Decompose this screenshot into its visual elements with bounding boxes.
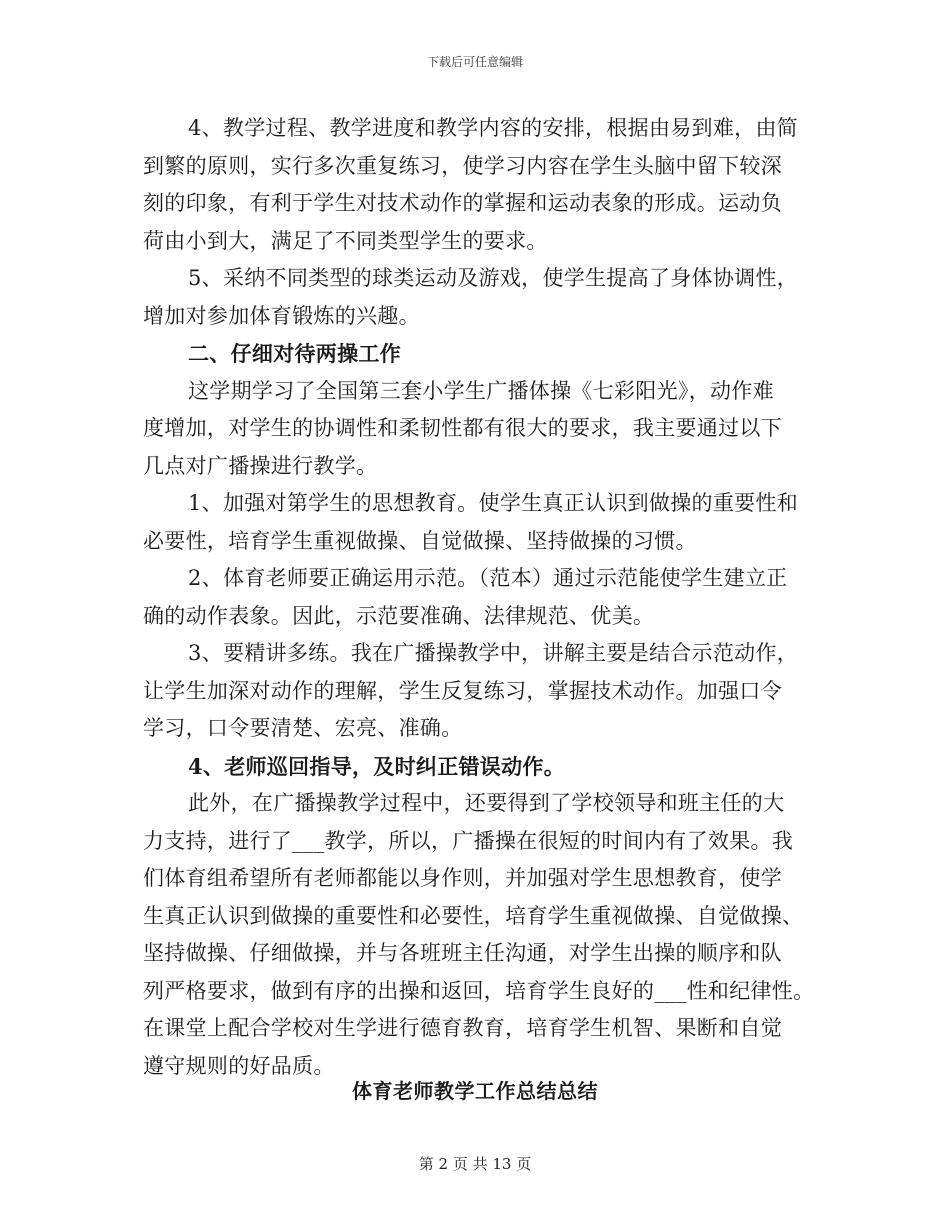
paragraph-line: 刻的印象，有利于学生对技术动作的掌握和运动表象的形成。运动负 bbox=[143, 191, 782, 215]
paragraph-line: 到繁的原则，实行多次重复练习，使学习内容在学生头脑中留下较深 bbox=[143, 153, 782, 178]
page-number: 第 2 页 共 13 页 bbox=[418, 1155, 532, 1173]
page-header: 下载后可任意编辑 bbox=[426, 55, 523, 69]
paragraph-line: 增加对参加体育锻炼的兴趣。 bbox=[143, 303, 420, 328]
paragraph-line: 坚持做操、仔细做操，并与各班班主任沟通，对学生出操的顺序和队 bbox=[143, 941, 782, 965]
paragraph-line: 度增加，对学生的协调性和柔韧性都有很大的要求，我主要通过以下 bbox=[143, 416, 782, 440]
paragraph-line: 生真正认识到做操的重要性和必要性，培育学生重视做操、自觉做操、 bbox=[143, 903, 804, 928]
paragraph-line: 学习，口令要清楚、宏亮、准确。 bbox=[143, 716, 463, 740]
paragraph-line: 遵守规则的好品质。 bbox=[143, 1053, 335, 1078]
paragraph-line: 2、体育老师要正确运用示范。（范本）通过示范能使学生建立正 bbox=[188, 566, 788, 590]
paragraph-line: 们体育组希望所有老师都能以身作则，并加强对学生思想教育，使学 bbox=[143, 866, 782, 890]
document-body bbox=[143, 110, 820, 1085]
paragraph-line: 几点对广播操进行教学。 bbox=[143, 453, 378, 478]
paragraph-line: 必要性，培育学生重视做操、自觉做操、坚持做操的习惯。 bbox=[143, 528, 697, 553]
paragraph-line: 这学期学习了全国第三套小学生广播体操《七彩阳光》，动作难 bbox=[188, 378, 774, 403]
document-title: 体育老师教学工作总结总结 bbox=[352, 1079, 598, 1103]
paragraph-line: 让学生加深对动作的理解，学生反复练习，掌握技术动作。加强口令 bbox=[143, 678, 782, 703]
bold-point-heading: 4、老师巡回指导，及时纠正错误动作。 bbox=[188, 753, 566, 779]
paragraph-line: 1、加强对第学生的思想教育。使学生真正认识到做操的重要性和 bbox=[188, 491, 799, 515]
paragraph-line: 荷由小到大，满足了不同类型学生的要求。 bbox=[143, 228, 548, 253]
paragraph-line: 列严格要求，做到有序的出操和返回，培育学生良好的___性和纪律性。 bbox=[143, 978, 815, 1003]
paragraph-line: 此外，在广播操教学过程中，还要得到了学校领导和班主任的大 bbox=[188, 791, 785, 815]
paragraph-line: 3、要精讲多练。我在广播操教学中，讲解主要是结合示范动作， bbox=[188, 641, 799, 665]
paragraph-line: 4、教学过程、教学进度和教学内容的安排，根据由易到难，由简 bbox=[188, 116, 799, 140]
paragraph-line: 力支持，进行了___教学，所以，广播操在很短的时间内有了效果。我 bbox=[143, 828, 794, 853]
paragraph-line: 确的动作表象。因此，示范要准确、法律规范、优美。 bbox=[143, 603, 655, 628]
paragraph-line: 在课堂上配合学校对生学进行德育教育，培育学生机智、果断和自觉 bbox=[143, 1016, 782, 1040]
section-heading: 二、仔细对待两操工作 bbox=[188, 341, 401, 366]
paragraph-line: 5、采纳不同类型的球类运动及游戏，使学生提高了身体协调性， bbox=[188, 266, 799, 290]
